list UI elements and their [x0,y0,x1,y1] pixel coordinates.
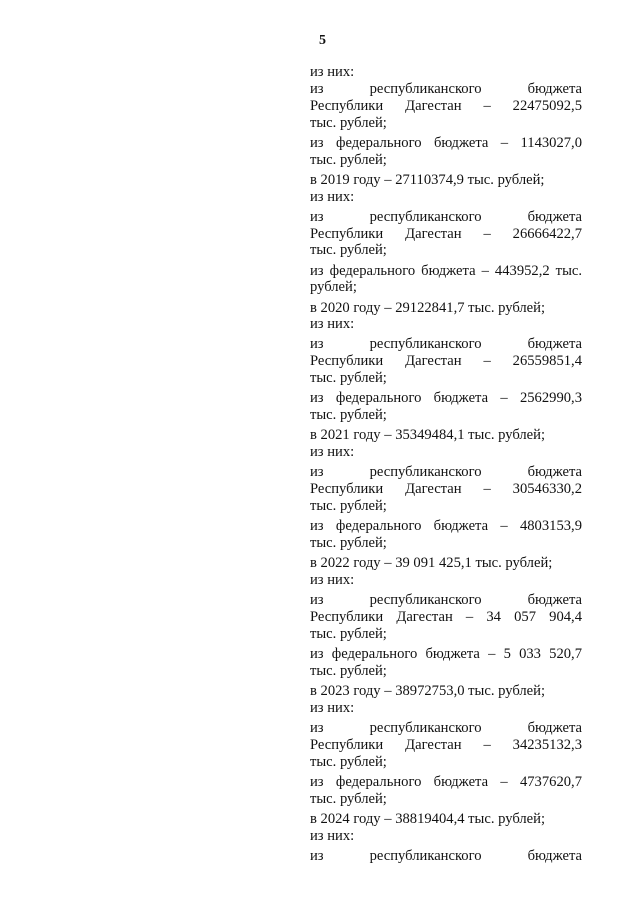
paragraph [310,81,582,132]
text-line: из федерального бюджета – 4737620,7 [310,773,582,790]
paragraph [310,811,582,845]
paragraph [310,64,582,81]
text-line: тыс. рублей; [310,370,387,387]
text-line: Республики Дагестан – 34235132,3 [310,736,582,753]
text-line: в 2023 году – 38972753,0 тыс. рублей; [310,682,546,699]
paragraph [310,263,582,297]
text-line: тыс. рублей; [310,242,387,259]
text-line: тыс. рублей; [310,625,387,642]
text-line: из республиканского бюджета [310,464,582,481]
text-line: в 2020 году – 29122841,7 тыс. рублей; [310,299,546,316]
text-line: Республики Дагестан – 30546330,2 [310,481,582,498]
text-line: тыс. рублей; [310,407,387,424]
text-line: Республики Дагестан – 26666422,7 [310,225,582,242]
text-line: из них: [310,827,355,844]
text-line: тыс. рублей; [310,790,387,807]
paragraph [310,427,582,461]
paragraph [310,300,582,334]
text-line: в 2024 году – 38819404,4 тыс. рублей; [310,810,546,827]
text-line: в 2022 году – 39 091 425,1 тыс. рублей; [310,555,553,572]
text-line: тыс. рублей; [310,535,387,552]
text-line: из федерального бюджета – 1143027,0 [310,134,582,151]
paragraph [310,464,582,515]
text-line: из них: [310,316,355,333]
text-line: из них: [310,444,355,461]
paragraph [310,172,582,206]
text-line: тыс. рублей; [310,662,387,679]
text-line: в 2021 году – 35349484,1 тыс. рублей; [310,427,546,444]
text-column [310,64,582,865]
paragraph [310,683,582,717]
paragraph [310,209,582,260]
text-line: Республики Дагестан – 34 057 904,4 [310,608,582,625]
text-line: тыс. рублей; [310,498,387,515]
text-line: Республики Дагестан – 26559851,4 [310,353,582,370]
text-line: Республики Дагестан – 22475092,5 [310,97,582,114]
text-line: из федерального бюджета – 5 033 520,7 [310,645,582,662]
text-line: из республиканского бюджета [310,208,582,225]
text-line: из республиканского бюджета [310,592,582,609]
text-line: из них: [310,699,355,716]
paragraph [310,774,582,808]
text-line: из республиканского бюджета [310,719,582,736]
text-line: из них: [310,572,355,588]
text-line: тыс. рублей; [310,151,387,168]
paragraph [310,555,582,589]
text-line: из республиканского бюджета [310,80,582,97]
text-line: из республиканского бюджета [310,336,582,353]
paragraph [310,720,582,771]
paragraph [310,848,582,865]
paragraph [310,390,582,424]
text-line: из федерального бюджета – 4803153,9 [310,518,582,535]
text-line: из них: [310,64,355,80]
text-line: в 2019 году – 27110374,9 тыс. рублей; [310,171,545,188]
paragraph [310,592,582,643]
paragraph [310,135,582,169]
paragraph [310,646,582,680]
text-line: тыс. рублей; [310,114,387,131]
text-line: из республиканского бюджета [310,847,582,864]
text-line: рублей; [310,279,357,296]
text-line: из них: [310,188,355,205]
text-line: тыс. рублей; [310,753,387,770]
paragraph [310,336,582,387]
text-line: из федерального бюджета – 443952,2 тыс. [310,262,582,279]
paragraph [310,518,582,552]
text-line: из федерального бюджета – 2562990,3 [310,390,582,407]
page-number: 5 [319,33,326,48]
